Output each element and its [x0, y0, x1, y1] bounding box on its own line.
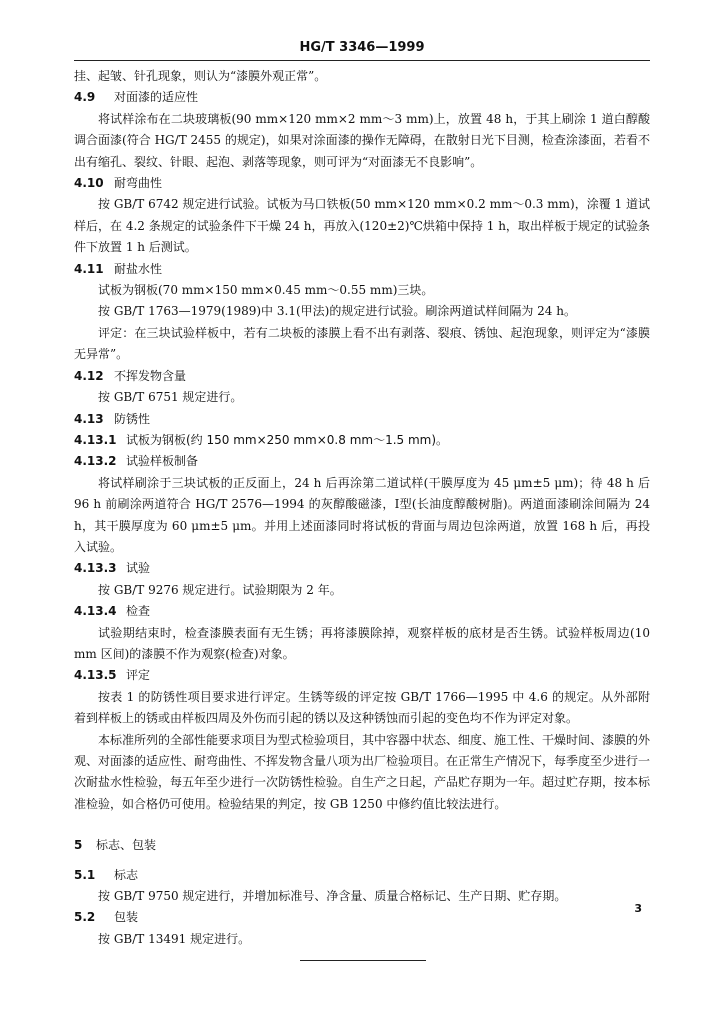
- clause-title: 试验样板制备: [126, 454, 199, 469]
- clause-number: 5.2: [74, 910, 96, 925]
- clause-title: 耐盐水性: [114, 261, 163, 276]
- clause-heading: [74, 173, 650, 194]
- clause-number: 4.13.4: [74, 604, 117, 619]
- clause-title: 包装: [114, 910, 139, 925]
- page-number: 3: [634, 902, 642, 915]
- clause-number: 4.10: [74, 176, 104, 191]
- clause-heading: [74, 665, 650, 686]
- clause-heading: [74, 601, 650, 622]
- clause-heading: [74, 558, 650, 579]
- section-heading: [74, 835, 650, 856]
- standard-code-header: HG/T 3346—1999: [299, 40, 425, 55]
- clause-heading: [74, 865, 650, 886]
- clause-number: 4.12: [74, 368, 104, 383]
- paragraph: 按 GB/T 9750 规定进行，并增加标准号、净含量、质量合格标记、生产日期、贮存期。: [98, 889, 567, 904]
- paragraph: 挂、起皱、针孔现象，则认为“漆膜外观正常”。: [74, 69, 327, 83]
- clause-number: 5.1: [74, 867, 96, 882]
- clause-title: 耐弯曲性: [114, 176, 163, 191]
- clause-number: 4.13.2: [74, 454, 117, 469]
- end-rule: [300, 960, 426, 961]
- paragraph: 按 GB/T 6742 规定进行试验。试板为马口铁板(50 mm×120 mm×0.2 mm～0.3 mm)，涂覆 1 道试样后，在 4.2 条规定的试验条件下干燥 24 h，再放入(120±2)℃烘箱中保持 1 h，取出样板于规定的试验条件下放置 1 h 后测试。: [74, 197, 650, 255]
- header-rule: [74, 60, 650, 61]
- paragraph: 按表 1 的防锈性项目要求进行评定。生锈等级的评定按 GB/T 1766—1995 中 4.6 的规定。从外部附着到样板上的锈或由样板四周及外伤而引起的锈以及这种锈蚀而引起的变色均不作为评定对象。: [74, 689, 650, 726]
- clause-number: 4.13: [74, 411, 104, 426]
- clause-heading: [74, 430, 650, 451]
- paragraph: 试验期结束时，检查漆膜表面有无生锈；再将漆膜除掉，观察样板的底材是否生锈。试验样板周边(10 mm 区间)的漆膜不作为观察(检查)对象。: [74, 625, 650, 661]
- clause-heading: [74, 907, 650, 928]
- clause-heading: [74, 259, 650, 280]
- document-body: [74, 66, 650, 961]
- paragraph: 按 GB/T 9276 规定进行。试验期限为 2 年。: [98, 582, 342, 597]
- clause-number: 5: [74, 838, 83, 853]
- clause-heading: [74, 409, 650, 430]
- paragraph: 试板为钢板(70 mm×150 mm×0.45 mm～0.55 mm)三块。: [98, 283, 434, 298]
- paragraph: 按 GB/T 1763—1979(1989)中 3.1(甲法)的规定进行试验。刷涂两道试样间隔为 24 h。: [98, 304, 576, 319]
- clause-title: 标志、包装: [96, 838, 157, 853]
- clause-title: 标志: [114, 867, 139, 882]
- clause-title: 防锈性: [114, 411, 151, 426]
- clause-title: 试板为钢板(约 150 mm×250 mm×0.8 mm～1.5 mm)。: [126, 432, 449, 447]
- clause-title: 检查: [126, 604, 151, 619]
- clause-number: 4.13.5: [74, 668, 117, 683]
- clause-number: 4.9: [74, 90, 96, 105]
- clause-number: 4.11: [74, 261, 104, 276]
- clause-heading: [74, 87, 650, 108]
- clause-number: 4.13.3: [74, 561, 117, 576]
- clause-title: 试验: [126, 561, 151, 576]
- paragraph: 按 GB/T 13491 规定进行。: [98, 931, 251, 946]
- paragraph: 按 GB/T 6751 规定进行。: [98, 390, 243, 405]
- clause-number: 4.13.1: [74, 432, 117, 447]
- paragraph: 评定：在三块试验样板中，若有二块板的漆膜上看不出有剥落、裂痕、锈蚀、起泡现象，则评定为“漆膜无异常”。: [74, 325, 650, 362]
- paragraph: 将试样刷涂于三块试板的正反面上，24 h 后再涂第二道试样(干膜厚度为 45 μm±5 μm)；待 48 h 后 96 h 前刷涂两道符合 HG/T 2576—1994 的灰醇酸磁漆，Ⅰ型(长油度醇酸树脂)。两道面漆刷涂间隔为 24 h，其干膜厚度为 60 μm±5 μm。并用上述面漆同时将试板的背面与周边包涂两道，放置 168 h 后，再投入试验。: [74, 475, 650, 554]
- clause-title: 不挥发物含量: [114, 368, 187, 383]
- clause-heading: [74, 366, 650, 387]
- paragraph: 本标准所列的全部性能要求项目为型式检验项目，其中容器中状态、细度、施工性、干燥时间、漆膜的外观、对面漆的适应性、耐弯曲性、不挥发物含量八项为出厂检验项目。在正常生产情况下，每季度至少进行一次耐盐水性检验，每五年至少进行一次防锈性检验。自生产之日起，产品贮存期为一年。超过贮存期，按本标准检验，如合格仍可使用。检验结果的判定，按 GB 1250 中修约值比较法进行。: [74, 732, 651, 811]
- clause-heading: [74, 451, 650, 472]
- paragraph: 将试样涂布在二块玻璃板(90 mm×120 mm×2 mm～3 mm)上，放置 48 h，于其上刷涂 1 道白醇酸调合面漆(符合 HG/T 2455 的规定)，如果对涂面漆的操作无障碍，在散射日光下目测，检查涂漆面，若看不出有缩孔、裂纹、针眼、起泡、剥落等现象，则可评为“对面漆无不良影响”。: [74, 111, 650, 169]
- clause-title: 对面漆的适应性: [114, 90, 199, 105]
- clause-title: 评定: [126, 668, 151, 683]
